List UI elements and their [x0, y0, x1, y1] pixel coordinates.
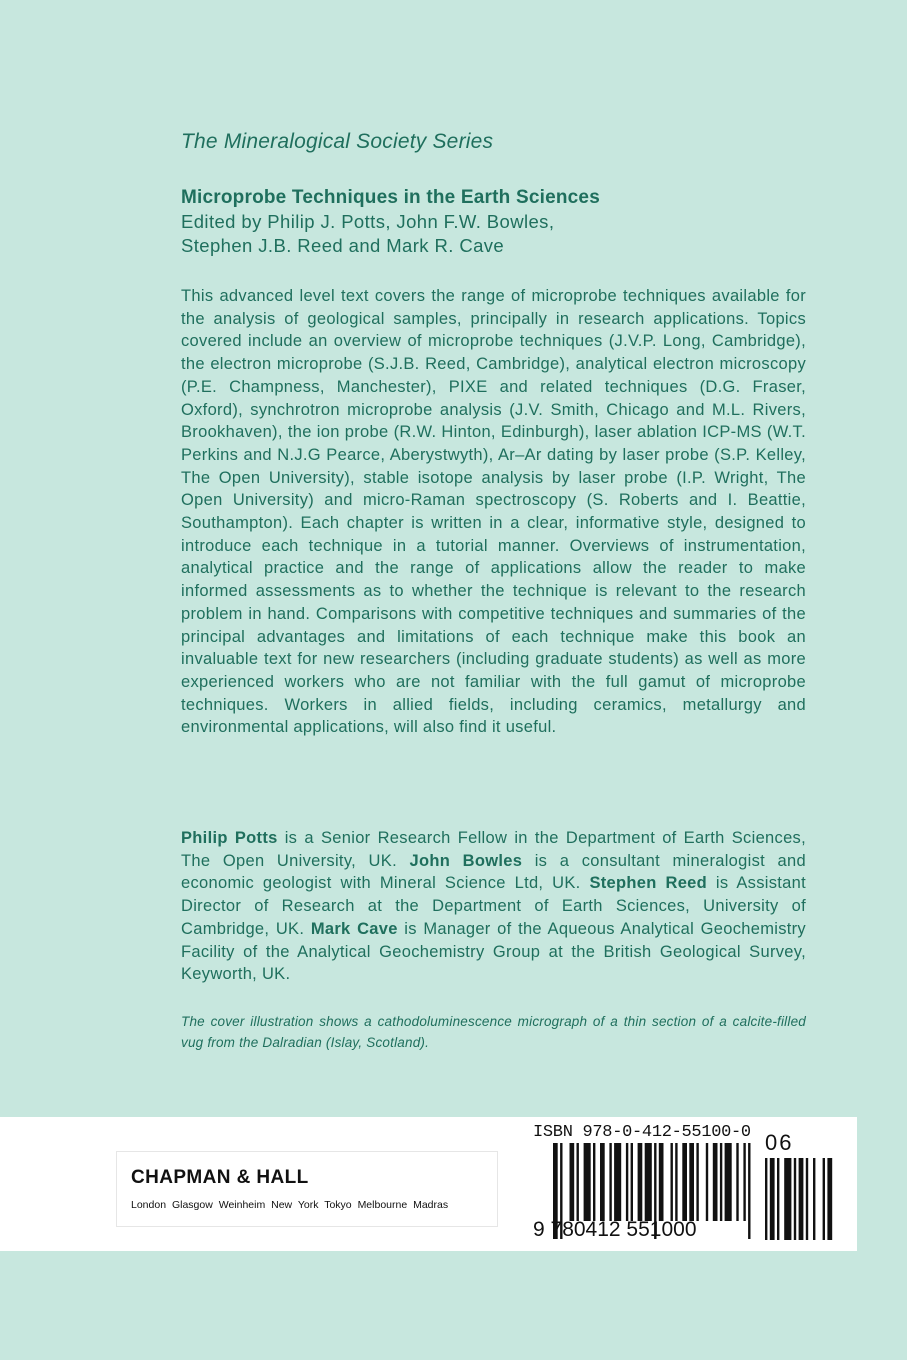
barcode-bar [682, 1143, 687, 1221]
barcode-bar [671, 1143, 673, 1221]
bio-name-3: Stephen Reed [589, 874, 708, 893]
blurb-paragraph: This advanced level text covers the range of microprobe techniques available for the analysis of geological samples, principally in research applications. Topics covered include an overview of microprobe techniques (J.V.P. Long, Cambridge), the electron microprobe (S.J.B. Reed, Cambridge), analytical electron microscopy (P.E. Champness, Manchester), PIXE and related techniques (D.G. Fraser, Oxford), synchrotron microprobe analysis (J.V. Smith, Chicago and M.L. Rivers, Brookhaven), the ion probe (R.W. Hinton, Edinburgh), laser ablation ICP-MS (W.T. Perkins and N.J.G Pearce, Aberystwyth), Ar–Ar dating by laser probe (S.P. Kelley, The Open University), stable isotope analysis by laser probe (I.P. Wright, The Open University) and micro-Raman spectroscopy (S. Roberts and I. Beattie, Southampton). Each chapter is written in a clear, informative style, designed to introduce each technique in a tutorial manner. Overviews of instrumentation, analytical practice and the range of applications allow the reader to make informed assessments as to whether the technique is relevant to the research problem in hand. Comparisons with competitive techniques and summaries of the principal advantages and limitations of each technique make this book an invaluable text for new researchers (including graduate students) as well as more experienced workers who are not familiar with the full gamut of microprobe techniques. Workers in allied fields, including ceramics, metallurgy and environmental applications, will also find it useful. [181, 287, 806, 737]
barcode-bar [743, 1143, 745, 1221]
barcode-bar [748, 1143, 750, 1239]
bio-name-2: John Bowles [409, 851, 523, 870]
barcode-addon-bar [827, 1158, 832, 1240]
barcode-bar [638, 1143, 643, 1221]
barcode-bar [725, 1143, 732, 1221]
barcode-addon-bar [770, 1158, 775, 1240]
cover-illustration-note: The cover illustration shows a cathodoluminescence micrograph of a thin section of a calcite-filled vug from the Dalradian (Islay, Scotland). [181, 1014, 806, 1050]
barcode-bar [609, 1143, 611, 1221]
barcode-bar [584, 1143, 591, 1221]
editors-line-2: Stephen J.B. Reed and Mark R. Cave [181, 235, 505, 256]
barcode-bar [593, 1143, 595, 1221]
barcode-bar [626, 1143, 628, 1221]
book-title: Microprobe Techniques in the Earth Sciences [181, 187, 600, 208]
bio-text-1: is a Senior Research Fellow in the Department of Earth Sciences, The Open University, UK. [181, 829, 806, 870]
barcode-addon-bar [799, 1158, 804, 1240]
barcode-bar [631, 1143, 633, 1221]
barcode-bar [675, 1143, 677, 1221]
editors-line-1: Edited by Philip J. Potts, John F.W. Bowles, [181, 211, 555, 232]
bio-text-4: is Manager of the Aqueous Analytical Geochemistry Facility of the Analytical Geochemistry Group at the British Geological Survey, Keyworth, UK. [181, 919, 806, 984]
barcode-addon-bar [777, 1158, 779, 1240]
publisher-name: CHAPMAN & HALL [131, 1167, 309, 1188]
barcode-bar [645, 1143, 652, 1221]
barcode-addon-bar [806, 1158, 808, 1240]
isbn-label: ISBN 978-0-412-55100-0 [533, 1123, 751, 1142]
barcode-bar [689, 1143, 694, 1221]
barcode-bar [720, 1143, 722, 1221]
bio-text-3: is Assistant Director of Research at the Department of Earth Sciences, University of Cambridge, UK. [181, 874, 806, 938]
barcode-bar [696, 1143, 698, 1221]
series-title: The Mineralogical Society Series [181, 130, 494, 153]
barcode-bar [659, 1143, 664, 1221]
barcode-bar [570, 1143, 575, 1221]
barcode-addon: 06 [765, 1130, 794, 1155]
barcode-bar [736, 1143, 738, 1221]
barcode-addon-bar [794, 1158, 796, 1240]
barcode-bar [614, 1143, 621, 1221]
barcode-addon-bar [784, 1158, 791, 1240]
barcode-bar [713, 1143, 718, 1221]
barcode-digits: 9 780412 551000 [533, 1218, 697, 1241]
barcode-addon-bar [823, 1158, 825, 1240]
barcode-addon-bar [765, 1158, 767, 1240]
barcode-bar [600, 1143, 605, 1221]
barcode-bar [706, 1143, 708, 1221]
barcode-addon-bar [813, 1158, 815, 1240]
publisher-cities: London Glasgow Weinheim New York Tokyo Melbourne Madras [131, 1199, 449, 1211]
bio-text-2: is a consultant mineralogist and economic geologist with Mineral Science Ltd, UK. [181, 851, 806, 893]
bio-name-4: Mark Cave [310, 919, 398, 938]
bio-name-1: Philip Potts [181, 829, 278, 847]
barcode-bar [577, 1143, 579, 1221]
